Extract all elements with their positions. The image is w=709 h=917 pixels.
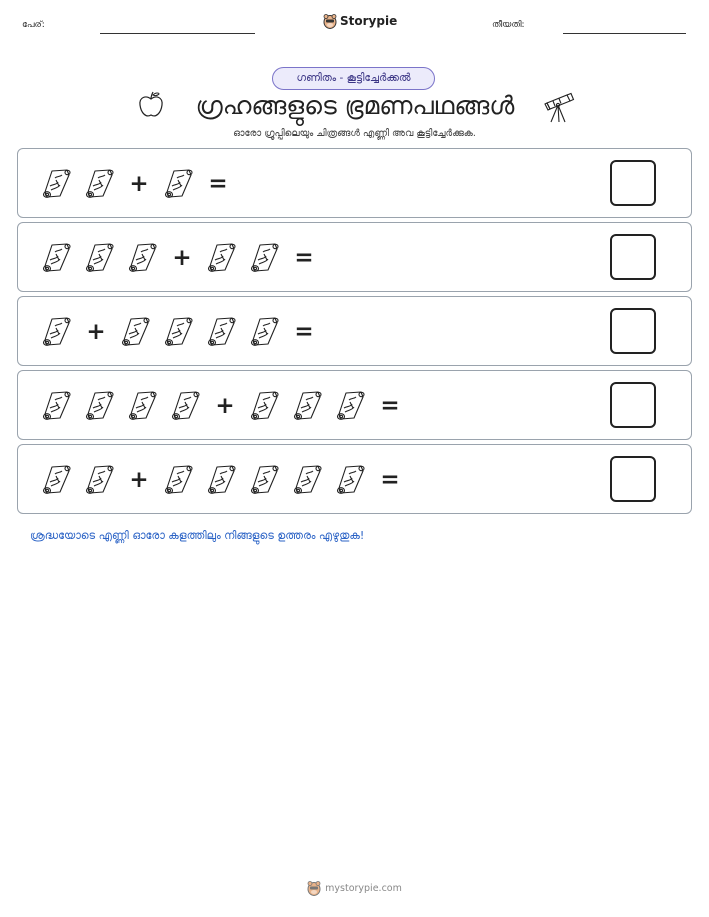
scroll-icon: [38, 462, 74, 498]
problem-items: [38, 223, 325, 293]
scroll-icon: [246, 388, 282, 424]
footer-site: mystorypie.com: [325, 882, 402, 894]
answer-box[interactable]: [610, 456, 656, 502]
scroll-icon: [38, 314, 74, 350]
date-label: തീയതി:: [492, 20, 525, 30]
equals-sign: =: [294, 319, 314, 345]
footer-mascot-icon: [307, 880, 321, 896]
title-row: [0, 90, 709, 126]
name-write-line[interactable]: [100, 33, 255, 34]
plus-sign: +: [86, 319, 106, 345]
plus-sign: +: [172, 245, 192, 271]
brand-name: Storypie: [340, 14, 398, 28]
scroll-icon: [332, 388, 368, 424]
page-title: ഗ്രഹങ്ങളുടെ ഭ്രമണപഥങ്ങൾ: [195, 91, 515, 120]
footer: [0, 880, 709, 896]
worksheet-header: [0, 0, 709, 40]
instruction-text: ശ്രദ്ധയോടെ എണ്ണി ഓരോ കളത്തിലും നിങ്ങളുടെ ഉത്തരം എഴുതുക!: [30, 529, 365, 542]
scroll-icon: [81, 166, 117, 202]
subtitle: ഓരോ ഗ്രൂപ്പിലെയും ചിത്രങ്ങൾ എണ്ണി അവ കൂട്ടിച്ചേർക്കുക.: [233, 128, 476, 139]
scroll-icon: [160, 166, 196, 202]
scroll-icon: [332, 462, 368, 498]
scroll-icon: [246, 462, 282, 498]
problem-row: [17, 148, 692, 218]
scroll-icon: [246, 240, 282, 276]
problem-items: [38, 149, 239, 219]
problem-items: [38, 371, 411, 441]
scroll-icon: [81, 462, 117, 498]
plus-sign: +: [215, 393, 235, 419]
brand-logo: [323, 13, 397, 29]
answer-box[interactable]: [610, 382, 656, 428]
equals-sign: =: [380, 393, 400, 419]
answer-box[interactable]: [610, 308, 656, 354]
problem-items: [38, 445, 411, 515]
problem-row: [17, 222, 692, 292]
telescope-icon: [543, 92, 575, 124]
scroll-icon: [38, 240, 74, 276]
scroll-icon: [124, 388, 160, 424]
scroll-icon: [124, 240, 160, 276]
problem-items: [38, 297, 325, 367]
date-write-line[interactable]: [563, 33, 686, 34]
scroll-icon: [160, 314, 196, 350]
problem-row: [17, 370, 692, 440]
equals-sign: =: [294, 245, 314, 271]
equals-sign: =: [208, 171, 228, 197]
name-label: പേര്:: [22, 20, 45, 30]
answer-box[interactable]: [610, 234, 656, 280]
plus-sign: +: [129, 171, 149, 197]
plus-sign: +: [129, 467, 149, 493]
scroll-icon: [38, 166, 74, 202]
scroll-icon: [203, 314, 239, 350]
scroll-icon: [203, 240, 239, 276]
answer-box[interactable]: [610, 160, 656, 206]
equals-sign: =: [380, 467, 400, 493]
problem-row: [17, 444, 692, 514]
scroll-icon: [81, 240, 117, 276]
apple-icon: [137, 90, 165, 120]
category-pill: ഗണിതം - കൂട്ടിച്ചേർക്കൽ: [272, 67, 435, 90]
scroll-icon: [38, 388, 74, 424]
scroll-icon: [167, 388, 203, 424]
scroll-icon: [203, 462, 239, 498]
scroll-icon: [246, 314, 282, 350]
scroll-icon: [289, 388, 325, 424]
scroll-icon: [117, 314, 153, 350]
scroll-icon: [160, 462, 196, 498]
problem-row: [17, 296, 692, 366]
scroll-icon: [81, 388, 117, 424]
scroll-icon: [289, 462, 325, 498]
mascot-icon: [323, 13, 337, 29]
